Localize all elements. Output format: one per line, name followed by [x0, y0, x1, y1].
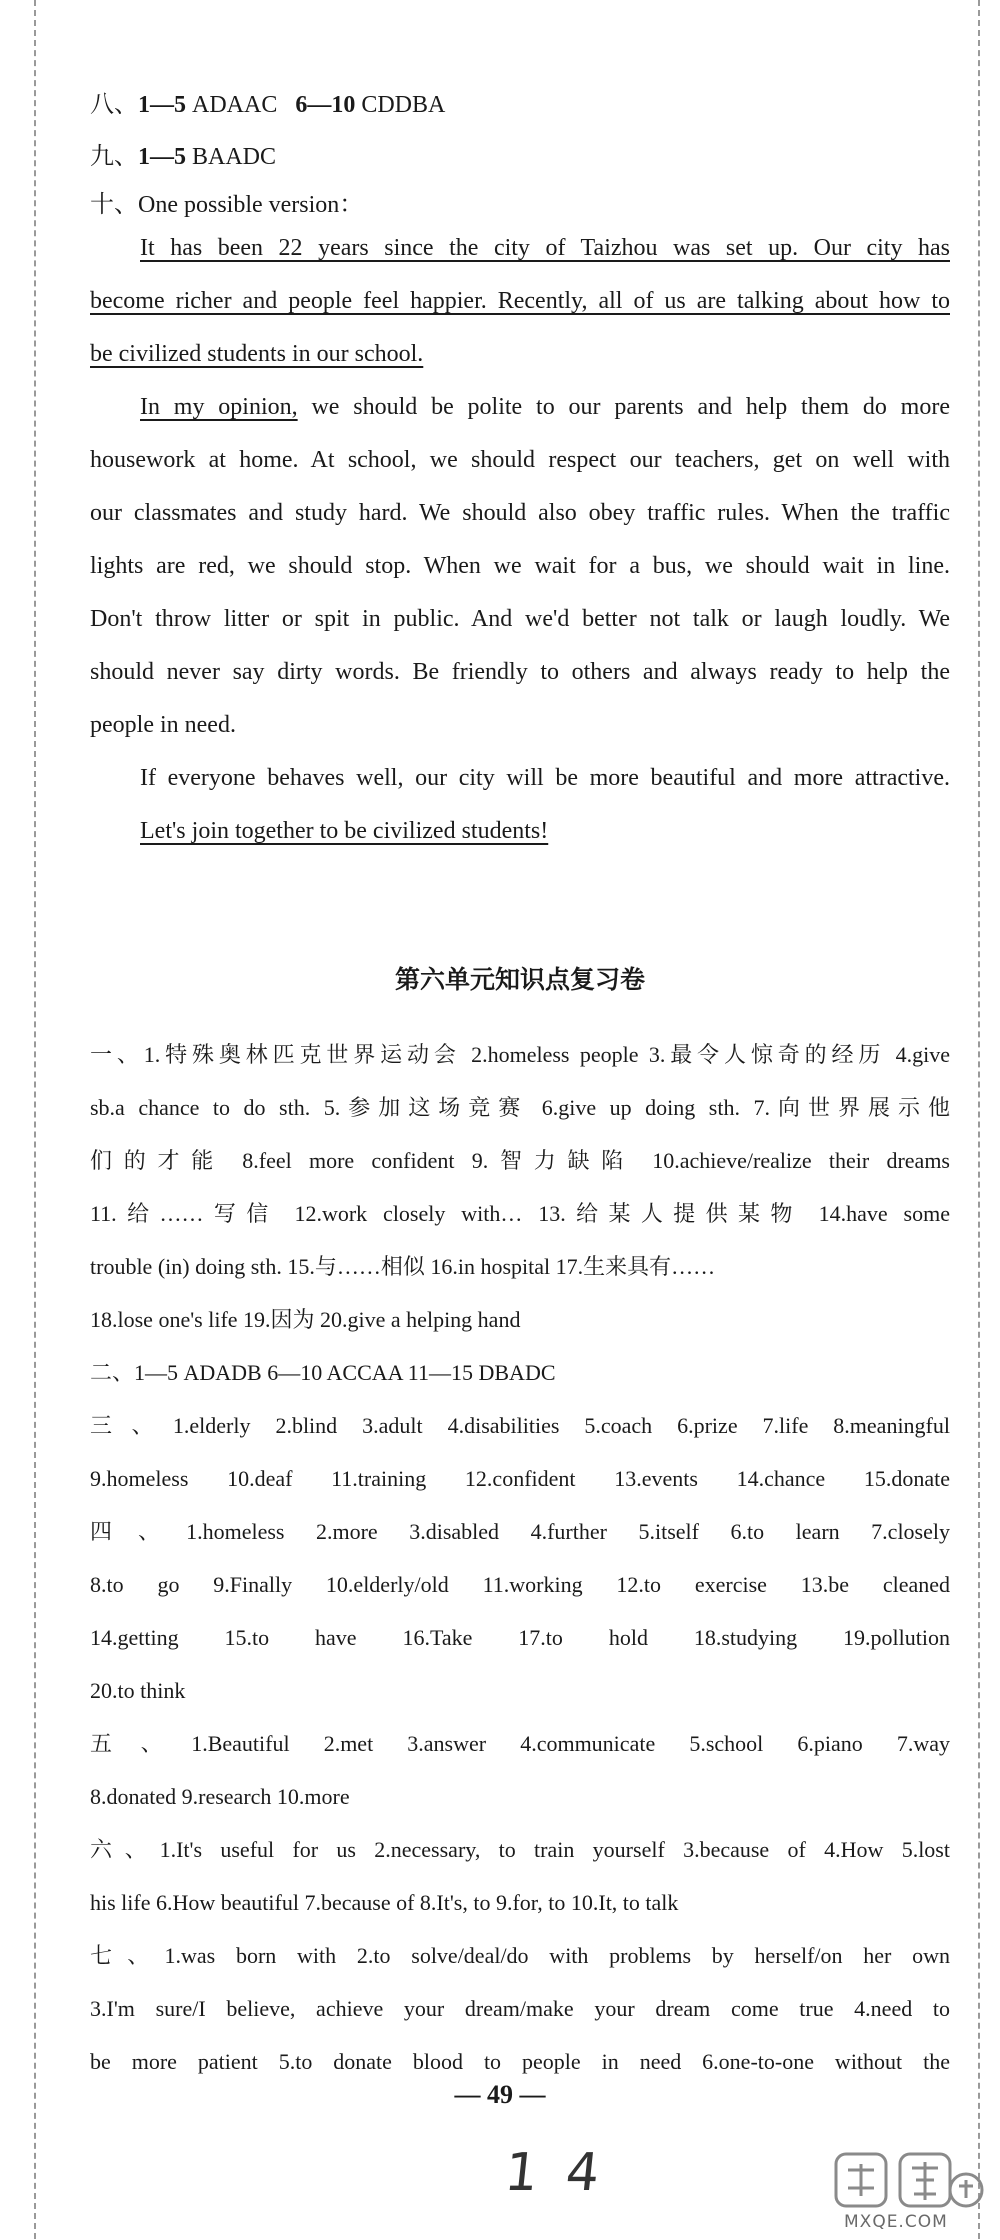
- essay-text: housework at home. At school, we should respect our teachers, get on well with: [90, 447, 950, 473]
- essay-text: Don't throw litter or spit in public. And we'd better not talk or laugh loudly. We: [90, 606, 950, 632]
- binding-line-left: [34, 0, 36, 2239]
- essay-line: [90, 601, 950, 637]
- answer-line-9: [90, 142, 950, 172]
- essay-line: [90, 548, 950, 584]
- essay-text: people in need.: [90, 712, 236, 738]
- section-title: 第六单元知识点复习卷: [394, 965, 645, 994]
- answers: ADAAC: [192, 92, 278, 118]
- answer-line: 9.homeless 10.deaf 11.training 12.confident 13.events 14.chance 15.donate: [90, 1466, 950, 1491]
- essay-line: [90, 654, 950, 690]
- answer-line: 14.getting 15.to have 16.Take 17.to hold 18.studying 19.pollution: [90, 1625, 950, 1650]
- essay-text: lights are red, we should stop. When we wait for a bus, we should wait in line.: [90, 553, 950, 579]
- essay-text: our classmates and study hard. We should also obey traffic rules. When the traffic: [90, 500, 950, 526]
- watermark-text: MXQE.COM: [844, 2212, 948, 2232]
- watermark-logo: [816, 2150, 996, 2235]
- answer-line: 三、1.elderly 2.blind 3.adult 4.disabilities 5.coach 6.prize 7.life 8.meaningful: [90, 1413, 950, 1438]
- essay-line: [90, 442, 950, 478]
- essay-text: we should be polite to our parents and help them do more: [297, 394, 950, 420]
- binding-line-right: [978, 0, 980, 2239]
- answers: CDDBA: [361, 92, 446, 118]
- essay-line: [90, 760, 950, 796]
- essay-line: [90, 495, 950, 531]
- range: 1—5: [138, 92, 186, 118]
- answers: BAADC: [192, 144, 277, 170]
- answer-line: 18.lose one's life 19.因为 20.give a helping hand: [90, 1307, 521, 1332]
- essay-text: become richer and people feel happier. Recently, all of us are talking about how to: [90, 288, 950, 314]
- answers-top: [90, 90, 950, 220]
- answer-line: 五、1.Beautiful 2.met 3.answer 4.communicate 5.school 6.piano 7.way: [90, 1731, 950, 1756]
- answer-line: his life 6.How beautiful 7.because of 8.It's, to 9.for, to 10.It, to talk: [90, 1890, 679, 1915]
- essay-line: [90, 230, 950, 266]
- unit-six-answers: [90, 1035, 950, 2095]
- handwritten-mark: 14: [501, 2143, 631, 2203]
- answer-line: 们的才能 8.feel more confident 9.智力缺陷 10.achieve/realize their dreams: [90, 1148, 950, 1173]
- range: 1—5: [138, 144, 186, 170]
- section-label: 九、: [90, 144, 138, 170]
- answer-line: 20.to think: [90, 1678, 186, 1703]
- answer-line: 一、1.特殊奥林匹克世界运动会 2.homeless people 3.最令人惊奇的经历 4.give: [90, 1042, 950, 1067]
- essay-text: be civilized students in our school.: [90, 341, 424, 367]
- answer-line: 六、1.It's useful for us 2.necessary, to train yourself 3.because of 4.How 5.lost: [90, 1837, 950, 1862]
- answer-line: 二、1—5 ADADB 6—10 ACCAA 11—15 DBADC: [90, 1360, 556, 1385]
- answer-line: trouble (in) doing sth. 15.与……相似 16.in hospital 17.生来具有……: [90, 1254, 716, 1279]
- essay-line: [90, 336, 950, 372]
- answer-line: be more patient 5.to donate blood to people in need 6.one-to-one without the: [90, 2049, 950, 2074]
- essay-line: [90, 813, 950, 849]
- answer-line: 8.donated 9.research 10.more: [90, 1784, 350, 1809]
- essay-text: It has been 22 years since the city of Taizhou was set up. Our city has: [140, 235, 950, 261]
- answer-line-8: [90, 90, 950, 120]
- essay-line: [90, 707, 950, 743]
- section-label: 十、: [90, 192, 138, 218]
- answer-line: sb.a chance to do sth. 5.参加这场竞赛 6.give up doing sth. 7.向世界展示他: [90, 1095, 950, 1120]
- answer-line: 3.I'm sure/I believe, achieve your dream/make your dream come true 4.need to: [90, 1996, 950, 2021]
- section-label: 八、: [90, 92, 138, 118]
- essay-text: In my opinion,: [140, 394, 298, 420]
- page-number: — 49 —: [454, 2080, 546, 2109]
- essay-heading-text: One possible version：: [138, 192, 364, 218]
- essay-heading: [90, 190, 950, 220]
- answer-line: 11.给……写信 12.work closely with… 13.给某人提供某物 14.have some: [90, 1201, 950, 1226]
- essay-text: If everyone behaves well, our city will be more beautiful and more attractive.: [140, 765, 950, 791]
- essay-line: [90, 389, 950, 425]
- range: 6—10: [295, 92, 356, 118]
- essay-line: [90, 283, 950, 319]
- answer-line: 七、1.was born with 2.to solve/deal/do with problems by herself/on her own: [90, 1943, 950, 1968]
- essay-body: [90, 230, 950, 866]
- essay-text: Let's join together to be civilized students!: [140, 818, 549, 844]
- answer-line: 8.to go 9.Finally 10.elderly/old 11.working 12.to exercise 13.be cleaned: [90, 1572, 950, 1597]
- essay-text: should never say dirty words. Be friendly to others and always ready to help the: [90, 659, 950, 685]
- answer-line: 四、1.homeless 2.more 3.disabled 4.further 5.itself 6.to learn 7.closely: [90, 1519, 950, 1544]
